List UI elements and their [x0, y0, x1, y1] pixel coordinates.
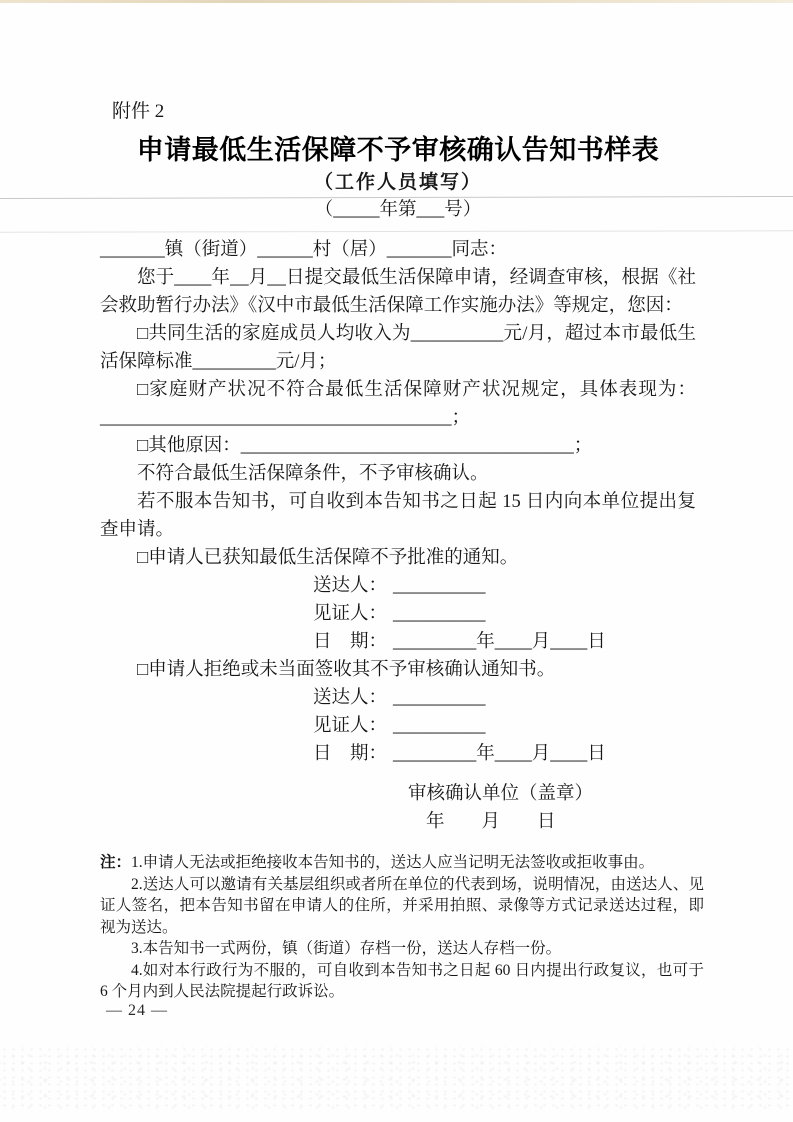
review-notice: 若不服本告知书，可自收到本告知书之日起 15 日内向本单位提出复查申请。 — [100, 492, 696, 540]
note-label: 注： — [100, 854, 132, 871]
date-label: 日 期： — [313, 632, 388, 652]
checkbox-icon: □ — [137, 660, 149, 680]
witness-line — [313, 712, 696, 740]
date-line — [313, 628, 696, 656]
condition-text: 共同生活的家庭成员人均收入为__________元/月，超过本市最低生活保障标准_________元/月； — [100, 324, 696, 372]
scan-bleedthrough-artifact — [0, 1046, 793, 1112]
conclusion-line: 不符合最低生活保障条件，不予审核确认。 — [137, 464, 489, 484]
sender-label: 送达人： — [313, 576, 388, 596]
note-item: 4.如对本行政行为不服的，可自收到本告知书之日起 60 日内提出行政复议，也可于 6 个月内到人民法院提起行政诉讼。 — [100, 961, 704, 1000]
sender-label: 送达人： — [313, 688, 388, 708]
note-item: 3.本告知书一式两份，镇（街道）存档一份，送达人存档一份。 — [131, 940, 562, 957]
document-subtitle: （工作人员填写） — [313, 172, 482, 193]
condition-item — [100, 320, 696, 376]
delivery-section-refused — [100, 656, 696, 768]
signature-section — [100, 780, 696, 836]
checkbox-icon: □ — [137, 380, 150, 400]
condition-item — [100, 432, 696, 460]
note-item: 2.送达人可以邀请有关基层组织或者所在单位的代表到场，说明情况，由送达人、见证人签名，把本告知书留在申请人的住所，并采用拍照、录像等方式记录送达过程，即视为送达。 — [100, 875, 704, 936]
scan-edge-artifact — [0, 0, 793, 3]
witness-blank: __________ — [393, 716, 486, 736]
document-title: 申请最低生活保障不予审核确认告知书样表 — [136, 135, 660, 165]
delivery-statement — [100, 544, 696, 572]
checkbox-icon: □ — [137, 548, 149, 568]
date-blank: _________年____月____日 — [393, 632, 606, 652]
witness-blank: __________ — [393, 604, 486, 624]
note-item — [100, 852, 704, 874]
delivery-statement — [100, 656, 696, 684]
salutation-line: _______镇（街道）______村（居）_______同志： — [100, 240, 508, 260]
note-text: 1.申请人无法或拒绝接收本告知书的，送达人应当记明无法签收或拒收事由。 — [131, 854, 655, 871]
witness-line — [313, 600, 696, 628]
intro-paragraph: 您于____年__月__日提交最低生活保障申请，经调查审核，根据《社会救助暂行办法》《汉中市最低生活保障工作实施办法》等规定，您因： — [100, 268, 696, 316]
sender-blank: __________ — [393, 576, 486, 596]
date-blank: _________年____月____日 — [393, 744, 606, 764]
condition-text: 其他原因：____________________________________； — [148, 436, 593, 456]
condition-item — [100, 376, 696, 432]
signature-date-line: 年 月 日 — [426, 812, 556, 832]
delivery-statement-text: 申请人拒绝或未当面签收其不予审核确认通知书。 — [148, 660, 556, 680]
witness-label: 见证人： — [313, 716, 388, 736]
date-label: 日 期： — [313, 744, 388, 764]
condition-text: 家庭财产状况不符合最低生活保障财产状况规定，具体表现为：______________________________________； — [100, 380, 696, 428]
sender-blank: __________ — [393, 688, 486, 708]
signature-unit-label: 审核确认单位（盖章） — [408, 784, 594, 804]
attachment-label: 附件 2 — [112, 101, 165, 122]
delivery-section-received — [100, 544, 696, 656]
delivery-statement-text: 申请人已获知最低生活保障不予批准的通知。 — [148, 548, 519, 568]
date-line — [313, 740, 696, 768]
checkbox-icon: □ — [137, 324, 149, 344]
document-number-line: （_____年第___号） — [314, 200, 482, 220]
sender-line — [313, 684, 696, 712]
notes-section — [100, 852, 704, 1003]
checkbox-icon: □ — [137, 436, 149, 456]
document-content — [100, 100, 704, 1003]
sender-line — [313, 572, 696, 600]
page-number: — 24 — — [106, 1002, 168, 1019]
witness-label: 见证人： — [313, 604, 388, 624]
